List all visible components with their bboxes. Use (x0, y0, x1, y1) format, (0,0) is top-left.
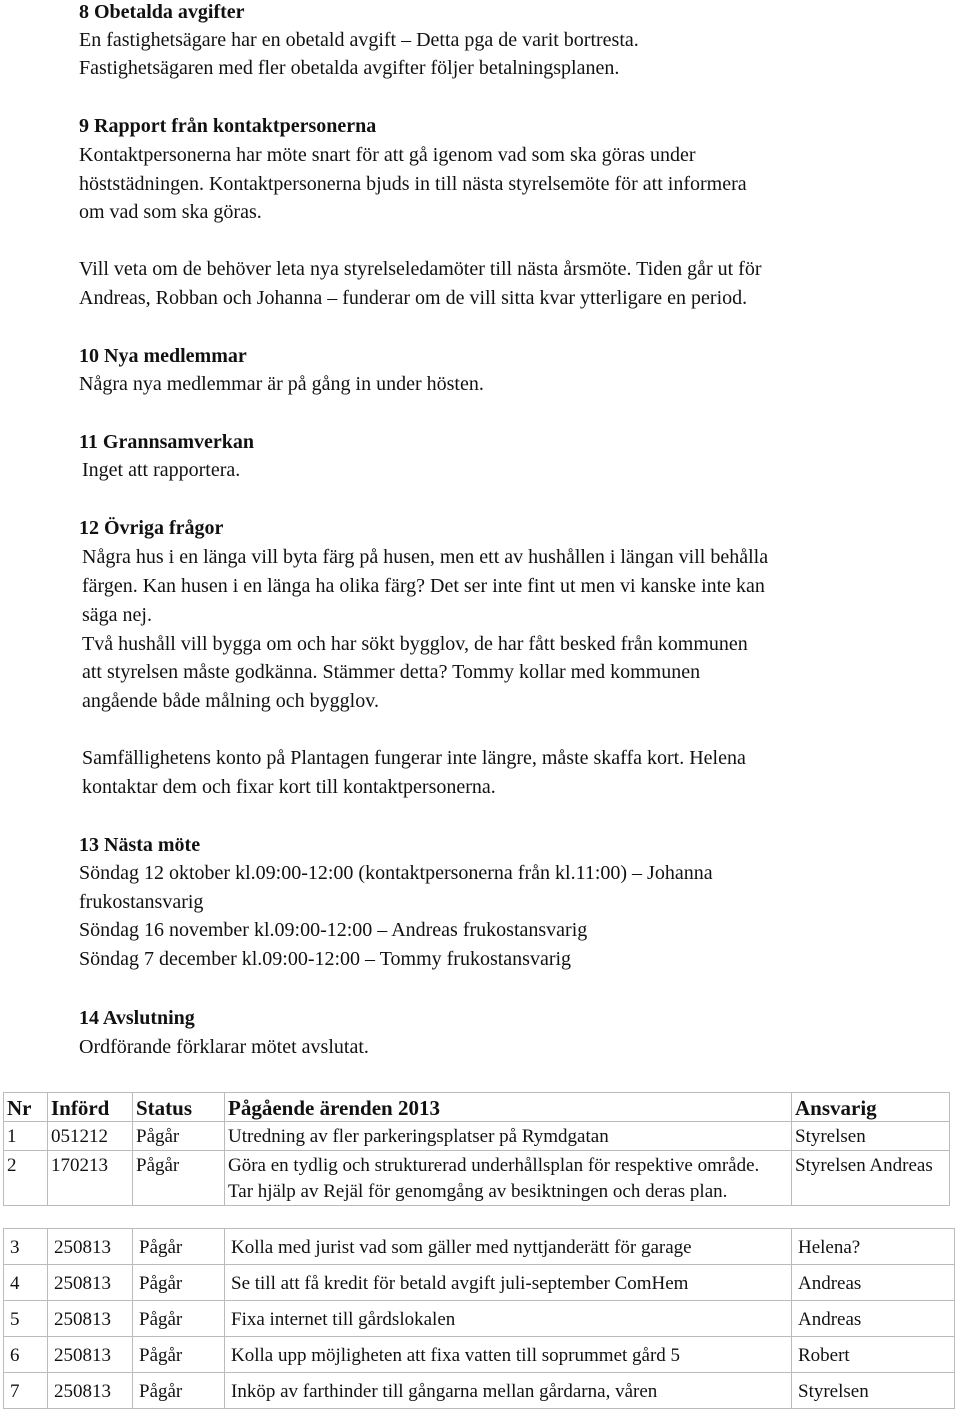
cell-nr: 4 (4, 1265, 48, 1301)
section-13-line-3: Söndag 16 november kl.09:00-12:00 – Andreas frukostansvarig (79, 919, 588, 941)
section-11-line-1: Inget att rapportera. (82, 459, 241, 481)
cell-ansvarig: Styrelsen Andreas (792, 1151, 950, 1206)
section-14-line-1: Ordförande förklarar mötet avslutat. (79, 1036, 369, 1058)
cell-arende: Utredning av fler parkeringsplatser på Rymdgatan (225, 1122, 792, 1151)
cell-ansvarig: Styrelsen (792, 1373, 955, 1409)
cell-inford: 051212 (48, 1122, 133, 1151)
cell-nr: 6 (4, 1337, 48, 1373)
section-12-line-2: färgen. Kan husen i en länga ha olika färg? Det ser inte fint ut men vi kanske inte kan (82, 575, 765, 597)
header-nr: Nr (4, 1093, 48, 1122)
table-row (4, 1265, 955, 1301)
section-12-line-8: kontaktar dem och fixar kort till kontaktpersonerna. (82, 776, 496, 798)
cell-ansvarig: Helena? (792, 1229, 955, 1265)
table-row (4, 1301, 955, 1337)
cell-arende: Se till att få kredit för betald avgift juli-september ComHem (225, 1265, 792, 1301)
header-status: Status (133, 1093, 225, 1122)
header-ansvarig: Ansvarig (792, 1093, 950, 1122)
cell-arende: Kolla med jurist vad som gäller med nyttjanderätt för garage (225, 1229, 792, 1265)
cell-status: Pågår (133, 1122, 225, 1151)
table-row (4, 1122, 950, 1151)
section-9-line-5: Andreas, Robban och Johanna – funderar om de vill sitta kvar ytterligare en period. (79, 287, 748, 309)
cell-status: Pågår (133, 1265, 225, 1301)
section-12-line-5: att styrelsen måste godkänna. Stämmer detta? Tommy kollar med kommunen (82, 661, 701, 683)
cell-inford: 170213 (48, 1151, 133, 1206)
section-12-line-6: angående både målning och bygglov. (82, 690, 379, 712)
cell-status: Pågår (133, 1301, 225, 1337)
section-8-heading: 8 Obetalda avgifter (79, 1, 245, 23)
cell-inford: 250813 (48, 1265, 133, 1301)
cell-ansvarig: Andreas (792, 1301, 955, 1337)
table-row (4, 1229, 955, 1265)
section-13-line-4: Söndag 7 december kl.09:00-12:00 – Tommy frukostansvarig (79, 948, 572, 970)
section-9-line-1: Kontaktpersonerna har möte snart för att gå igenom vad som ska göras under (79, 144, 696, 166)
cell-ansvarig: Styrelsen (792, 1122, 950, 1151)
cell-inford: 250813 (48, 1229, 133, 1265)
section-13-line-2: frukostansvarig (79, 891, 204, 913)
cell-status: Pågår (133, 1151, 225, 1206)
section-8-line-2: Fastighetsägaren med fler obetalda avgifter följer betalningsplanen. (79, 57, 620, 79)
cell-ansvarig: Andreas (792, 1265, 955, 1301)
section-13-heading: 13 Nästa möte (79, 834, 201, 856)
section-12-line-1: Några hus i en länga vill byta färg på husen, men ett av hushållen i längan vill behålla (82, 546, 769, 568)
section-11-heading: 11 Grannsamverkan (79, 431, 255, 453)
section-12-line-3: säga nej. (82, 604, 152, 626)
section-12-line-4: Två hushåll vill bygga om och har sökt bygglov, de har fått besked från kommunen (82, 633, 748, 655)
table-header-row (4, 1093, 950, 1122)
section-14-heading: 14 Avslutning (79, 1007, 195, 1029)
ongoing-matters-table (3, 1092, 950, 1206)
header-arende: Pågående ärenden 2013 (225, 1093, 792, 1122)
cell-nr: 2 (4, 1151, 48, 1206)
cell-status: Pågår (133, 1337, 225, 1373)
section-10-line-1: Några nya medlemmar är på gång in under hösten. (79, 373, 484, 395)
table-row (4, 1337, 955, 1373)
cell-inford: 250813 (48, 1337, 133, 1373)
section-9-line-3: om vad som ska göras. (79, 201, 262, 223)
cell-inford: 250813 (48, 1373, 133, 1409)
cell-ansvarig: Robert (792, 1337, 955, 1373)
header-inford: Införd (48, 1093, 133, 1122)
section-9-heading: 9 Rapport från kontaktpersonerna (79, 115, 377, 137)
section-9-line-2: höststädningen. Kontaktpersonerna bjuds in till nästa styrelsemöte för att informera (79, 173, 747, 195)
ongoing-matters-table-continued (3, 1228, 955, 1409)
section-8-line-1: En fastighetsägare har en obetald avgift – Detta pga de varit bortresta. (79, 29, 639, 51)
section-12-heading: 12 Övriga frågor (79, 517, 224, 539)
cell-nr: 1 (4, 1122, 48, 1151)
section-9-line-4: Vill veta om de behöver leta nya styrelseledamöter till nästa årsmöte. Tiden går ut för (79, 258, 762, 280)
table-row (4, 1373, 955, 1409)
section-13-line-1: Söndag 12 oktober kl.09:00-12:00 (kontaktpersonerna från kl.11:00) – Johanna (79, 862, 713, 884)
cell-arende: Göra en tydlig och strukturerad underhållsplan för respektive område. Tar hjälp av Rejäl för genomgång av besiktningen och deras plan. (225, 1151, 792, 1206)
cell-nr: 5 (4, 1301, 48, 1337)
cell-status: Pågår (133, 1373, 225, 1409)
section-12-line-7: Samfällighetens konto på Plantagen fungerar inte längre, måste skaffa kort. Helena (82, 747, 746, 769)
table-row (4, 1151, 950, 1206)
cell-nr: 7 (4, 1373, 48, 1409)
cell-arende: Inköp av farthinder till gångarna mellan gårdarna, våren (225, 1373, 792, 1409)
cell-arende: Fixa internet till gårdslokalen (225, 1301, 792, 1337)
cell-nr: 3 (4, 1229, 48, 1265)
section-10-heading: 10 Nya medlemmar (79, 345, 247, 367)
cell-arende: Kolla upp möjligheten att fixa vatten till soprummet gård 5 (225, 1337, 792, 1373)
cell-status: Pågår (133, 1229, 225, 1265)
cell-inford: 250813 (48, 1301, 133, 1337)
